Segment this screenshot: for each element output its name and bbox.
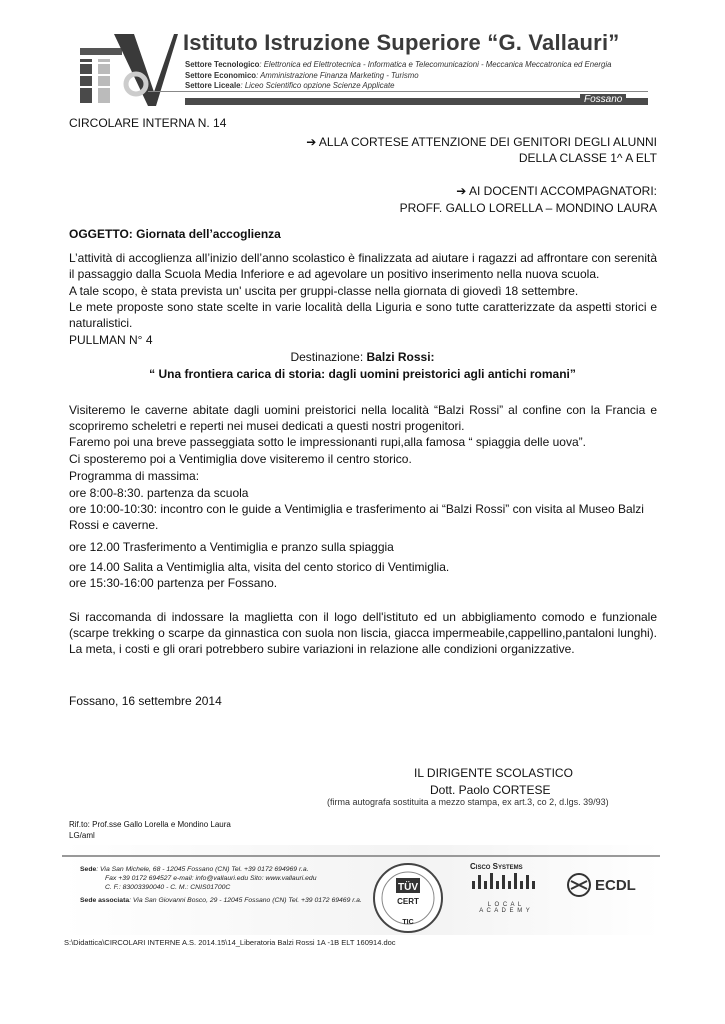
oggetto: OGGETTO: Giornata dell’accoglienza (69, 227, 281, 241)
footer-contacts: Fax +39 0172 694527 e-mail: info@vallauri.edu Sito: www.vallauri.edu (105, 875, 317, 882)
visit-paragraph-1: Visiteremo le caverne abitate dagli uomini preistorici nella località “Balzi Rossi” al confine con la Francia e scopriremo scheletri e reperti nei musei dedicati a questi nostri progenitori. (69, 403, 657, 433)
header-line-tecnologico: Settore Tecnologico: Elettronica ed Elettrotecnica - Informatica e Telecomunicazioni - Meccanica Meccatronica ed Energia (185, 60, 612, 69)
circolare-number: CIRCOLARE INTERNA N. 14 (69, 116, 227, 130)
programma-label: Programma di massima: (69, 469, 200, 483)
recipient-parents-line2: DELLA CLASSE 1^ A ELT (518, 151, 657, 165)
tuv-cert-logo (372, 862, 444, 934)
cisco-bars-icon (470, 871, 536, 897)
tuv-label: TÜV (398, 882, 418, 893)
footer-codes: C. F.: 83003390040 - C. M.: CNIS01700C (105, 884, 231, 891)
header-bar (185, 98, 648, 105)
tuv-tic-label: TIC (402, 919, 414, 926)
schedule-item: ore 8:00-8:30. partenza da scuola (69, 486, 249, 500)
footer-sede: Sede: Via San Michele, 68 - 12045 Fossano (CN) Tel. +39 0172 694969 r.a. (80, 866, 309, 873)
header-line-liceale: Settore Liceale: Liceo Scientifico opzione Scienze Applicate (185, 81, 395, 90)
signature-note: (firma autografa sostituita a mezzo stampa, ex art.3, co 2, d.lgs. 39/93) (327, 797, 609, 807)
visit-paragraph-3: Ci sposteremo poi a Ventimiglia dove visiteremo il centro storico. (69, 452, 412, 466)
recipient-teachers-line2: PROFF. GALLO LORELLA – MONDINO LAURA (399, 201, 657, 215)
ecdl-label: ECDL (595, 876, 636, 894)
recipient-parents-line1: ➔ ALLA CORTESE ATTENZIONE DEI GENITORI DEGLI ALUNNI (306, 135, 657, 149)
header-city: Fossano (580, 94, 626, 105)
recommendation-paragraph: Si raccomanda di indossare la maglietta con il logo dell'istituto ed un abbigliamento comodo e funzionale (scarpe trekking o scarpe da ginnastica con suola non liscia, giacca impermeabile,cappellino,pantaloni lunghi). La meta, i costi e gli orari potrebbero subire variazioni in relazione alle condizioni organizzative. (69, 610, 657, 656)
schedule-item: ore 14.00 Salita a Ventimiglia alta, visita del cento storico di Ventimiglia. (69, 560, 450, 574)
intro-paragraph: L’attività di accoglienza all’inizio dell’anno scolastico è finalizzata ad aiutare i ragazzi ad affrontare con serenità il passaggio dalla Scuola Media Inferiore e ad agevolare un positivo inserimento nella nuova scuola. (69, 251, 657, 281)
signature-name: Dott. Paolo CORTESE (430, 783, 551, 797)
visit-paragraph-2: Faremo poi una breve passeggiata sotto le impressionanti rupi,alla famosa “ spiaggia delle uova”. (69, 435, 586, 449)
pullman-number: PULLMAN N° 4 (69, 333, 153, 347)
footer-rule (62, 855, 660, 857)
reference-note: Rif.to: Prof.sse Gallo Lorella e Mondino Laura (69, 820, 231, 829)
header-line-economico: Settore Economico: Amministrazione Finanza Marketing - Turismo (185, 71, 419, 80)
intro-paragraph-2: A tale scopo, è stata prevista un' uscita per gruppi-classe nella giornata di giovedì 18 settembre. (69, 284, 579, 298)
school-name: Istituto Istruzione Superiore “G. Vallauri” (183, 30, 620, 55)
file-path: S:\Didattica\CIRCOLARI INTERNE A.S. 2014.15\14_Liberatoria Balzi Rossi 1A -1B ELT 160914.doc (64, 938, 396, 947)
cisco-local: L O C A L (487, 902, 523, 908)
initials-note: LG/aml (69, 831, 95, 840)
signature-title: IL DIRIGENTE SCOLASTICO (414, 766, 573, 780)
tuv-cert-label: CERT (397, 897, 419, 906)
intro-paragraph-3: Le mete proposte sono state scelte in varie località della Liguria e sono tutte caratterizzate da aspetti storici e naturalistici. (69, 300, 657, 330)
destination-slogan: “ Una frontiera carica di storia: dagli uomini preistorici agli antichi romani” (149, 367, 576, 381)
cisco-academy-logo (470, 862, 540, 914)
schedule-item: ore 10:00-10:30: incontro con le guide a Ventimiglia e trasferimento ai “Balzi Rossi” con visita al Museo Balzi Rossi e caverne. (69, 502, 644, 532)
ecdl-logo (566, 872, 636, 898)
school-logo (78, 34, 178, 106)
destination: Destinazione: Balzi Rossi: (290, 350, 435, 364)
document-date: Fossano, 16 settembre 2014 (69, 694, 222, 708)
cisco-academy: A C A D E M Y (479, 908, 531, 914)
schedule-item: ore 15:30-16:00 partenza per Fossano. (69, 576, 278, 590)
schedule-item: ore 12.00 Trasferimento a Ventimiglia e pranzo sulla spiaggia (69, 540, 394, 554)
header-rule (148, 91, 648, 92)
footer-sede-associata: Sede associata: Via San Giovanni Bosco, 29 - 12045 Fossano (CN) Tel. +39 0172 69469 r.a. (80, 897, 362, 904)
ecdl-globe-icon (566, 872, 592, 898)
cisco-name: Cisco Systems (470, 862, 523, 871)
recipient-teachers-line1: ➔ AI DOCENTI ACCOMPAGNATORI: (456, 184, 657, 198)
